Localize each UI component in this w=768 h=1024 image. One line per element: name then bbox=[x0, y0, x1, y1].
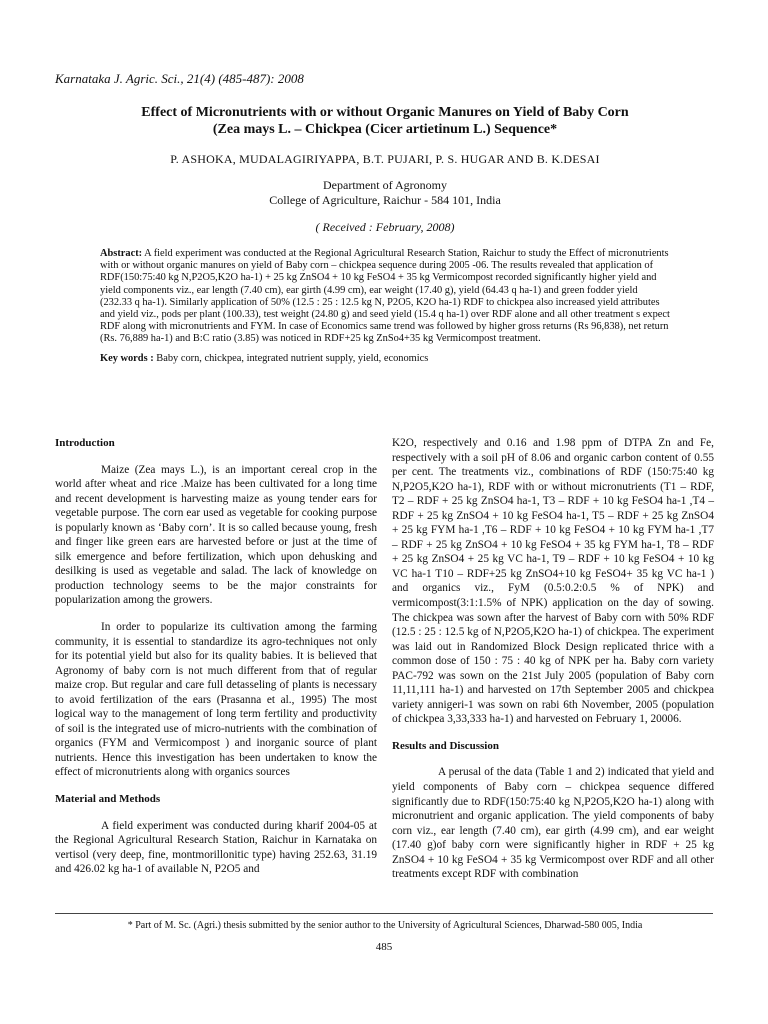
footnote-divider bbox=[55, 913, 713, 914]
title-line-2: (Zea mays L. – Chickpea (Cicer artietinum L.) Sequence* bbox=[212, 122, 558, 137]
results-paragraph-1: A perusal of the data (Table 1 and 2) indicated that yield and yield components of Baby corn – chickpea sequence differed significantly due to RDF(150:75:40 kg N,P2O5,K2O ha-1) along with micronutrient and organic application. The yield components of baby corn viz., ear length (7.40 cm), ear girth (4.99 cm), and ear weight (17.40 g)of baby corn were significantly higher in RDF + 25 kg ZnSO4 + 10 kg FeSO4 + 35 kg Vermicompost over RDF and all other treatments except RDF with combination bbox=[392, 766, 714, 881]
left-column bbox=[55, 436, 377, 889]
keywords-label: Key words : bbox=[100, 353, 154, 364]
department: Department of Agronomy bbox=[323, 178, 447, 192]
methods-paragraph-continued: K2O, respectively and 0.16 and 1.98 ppm of DTPA Zn and Fe, respectively with a soil pH of 8.06 and organic carbon content of 0.55 per cent. The treatments viz., combinations of RDF (150:75:40 kg N,P2O5,K2O ha-1), RDF with or without micronutrients (T1 – RDF, T2 – RDF + 25 kg ZnSO4 ha-1, T3 – RDF + 10 kg FeSO4 ha-1 ,T4 – RDF + 25 kg ZnSO4 + 10 kg FeSO4 ha-1, T5 – RDF + 25 kg ZnSO4 + 25 kg FYM ha-1 ,T6 – RDF + 10 kg FeSO4 + 10 kg FYM ha-1 ,T7 – RDF + 25 kg ZnSO4 + 10 kg FeSO4 + 35 kg FYM ha-1, T8 – RDF + 25 kg ZnSO4 + 25 kg VC ha-1, T9 – RDF + 10 kg FeSO4 + 10 kg VC ha-1 T10 – RDF+25 kg ZnSO4+10 kg FeSO4+ 35 kg VC ha-1 ) and organics viz., FyM (0.5:0.2:0.5 % of NPK) and vermicompost(3:1:1.5% of NPK) application on the day of sowing. The chickpea was sown after the harvest of Baby corn with 50% RDF (12.5 : 25 : 12.5 kg of N,P2O5,K2O ha-1) of chickpea. The experiment was laid out in Randomized Block Design replicated thrice with a common dose of 150 : 75 : 40 kg of NPK per ha. Baby corn variety PAC-792 was sown on the 21st July 2005 (population of Baby corn 11,11,111 ha-1) and harvested on 17th September 2005 and chickpea variety annigeri-1 was sown on rabi 6th November, 2005 (population of chickpea 3,33,333 ha-1) and harvested on February 1, 20006. bbox=[392, 437, 714, 726]
college: College of Agriculture, Raichur - 584 101, India bbox=[269, 193, 501, 207]
results-heading: Results and Discussion bbox=[392, 739, 499, 752]
journal-citation: Karnataka J. Agric. Sci., 21(4) (485-487): 2008 bbox=[55, 71, 304, 86]
page-number: 485 bbox=[375, 941, 393, 953]
methods-paragraph-1: A field experiment was conducted during kharif 2004-05 at the Regional Agricultural Research Station, Raichur in Karnataka on vertisol (very deep, fine, montmorillonitic type) having 252.63, 31.19 and 426.02 kg ha-1 of available N, P2O5 and bbox=[55, 819, 377, 876]
right-column bbox=[392, 436, 714, 894]
author-list: P. ASHOKA, MUDALAGIRIYAPPA, B.T. PUJARI, P. S. HUGAR AND B. K.DESAI bbox=[170, 152, 600, 166]
methods-heading: Material and Methods bbox=[55, 793, 161, 806]
abstract-text: A field experiment was conducted at the Regional Agricultural Research Station, Raichur to study the Effect of micronutrients with or without organic manures on yield of Baby corn – chickpea sequence during 2005 -06. The results revealed that application of RDF(150:75:40 kg N,P2O5,K2O ha-1) + 25 kg ZnSO4 + 10 kg FeSO4 + 35 kg Vermicompost recorded significantly higher yield and yield components viz., ear length (7.40 cm), ear girth (4.99 cm), ear weight (17.40 g), yield (64.43 q ha-1) and green fodder yield (232.33 q ha-1). Similarly application of 50% (12.5 : 25 : 12.5 kg N, P2O5, K2O ha-1) RDF to chickpea also increased yield attributes and yield viz., pods per plant (100.33), test weight (24.80 g) and seed yield (15.4 q ha-1) over RDF alone and all other treatment s expect RDF along with micronutrients and FYM. In case of Economics same trend was followed by higher gross returns (Rs 96,838), net return (Rs. 76,889 ha-1) and B:C ratio (3.85) was noticed in RDF+25 kg ZnSo4+35 kg Vermicompost treatment. bbox=[100, 248, 670, 345]
abstract bbox=[100, 248, 672, 346]
abstract-label: Abstract: bbox=[100, 248, 143, 259]
introduction-paragraph-2: In order to popularize its cultivation among the farming community, it is essential to standardize its agro-techniques not only for its potential yield but also for its quality babies. It is believed that Agronomy of baby corn is not much different from that of regular maize crop. But regular and care full detasseling of plants is necessary to avoid fertilization of the ears (Prasanna et al., 1995) The most logical way to the management of long term fertility and productivity of soil is the integrated use of micro-nutrients with the combination of organics (FYM and Vermicompost ) and inorganic source of plant nutrients. Hence this investigation has been undertaken to know the effect of micronutrients along with organics sources bbox=[55, 621, 377, 779]
affiliation bbox=[90, 178, 680, 208]
introduction-heading: Introduction bbox=[55, 437, 115, 449]
keywords bbox=[100, 353, 672, 364]
article-title bbox=[90, 104, 680, 138]
received-date: ( Received : February, 2008) bbox=[315, 220, 455, 234]
title-line-1: Effect of Micronutrients with or without Organic Manures on Yield of Baby Corn bbox=[141, 105, 629, 120]
footnote: * Part of M. Sc. (Agri.) thesis submitted by the senior author to the University of Agricultural Sciences, Dharwad-580 005, India bbox=[127, 920, 643, 931]
keywords-text: Baby corn, chickpea, integrated nutrient supply, yield, economics bbox=[156, 353, 429, 364]
introduction-paragraph-1: Maize (Zea mays L.), is an important cereal crop in the world after wheat and rice .Maize has been cultivated for a long time and recent development is harvesting maize as young tender ears for vegetable purpose. The corn ear used as vegetable for cooking purpose is popularly known as ‘Baby corn’. It is so called because young, fresh and finger like green ears are harvested before or just at the time of silk emergence and before fertilization, which upon dehusking and desilking is used as vegetable and salad. The lack of knowledge on production technology seems to be the major constraints for popularization among the growers. bbox=[55, 463, 377, 607]
